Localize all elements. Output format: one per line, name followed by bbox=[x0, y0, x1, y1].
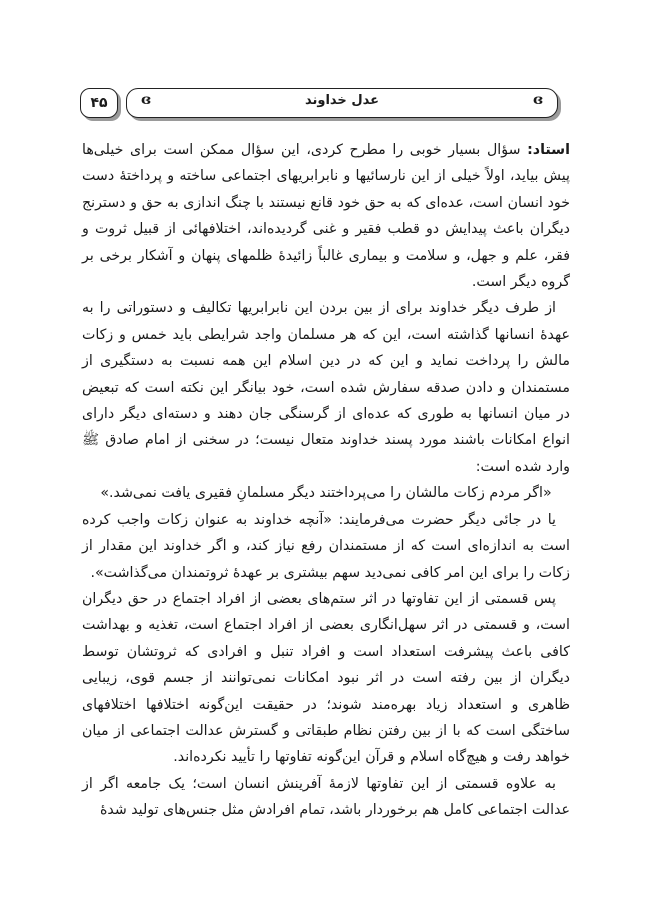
ornament-left-icon: ɞ bbox=[141, 92, 152, 108]
speaker-label: استاد: bbox=[527, 142, 570, 158]
running-title-box bbox=[126, 88, 558, 118]
paragraph-3: یا در جائی دیگر حضرت می‌فرمایند: «آنچه خداوند به عنوان زکات واجب کرده است به اندازه‌ای است که از مستمندان رفع نیاز کند، و اگر خداوند این مقدار از زکات را برای این امر کافی نمی‌دید سهم بیشتری بر عهدهٔ ثروتمندان می‌گذاشت». bbox=[82, 511, 570, 581]
paragraph-4: پس قسمتی از این تفاوتها در اثر ستم‌های بعضی از افراد اجتماع در حق دیگران است، و قسمتی در اثر سهل‌انگاری بعضی از افراد اجتماع است، تغذیه و بهداشت کافی باعث پیشرفت استعداد است و افراد تنبل و افرادی که ثروتشان توسط دیگران از بین رفته است در اثر نبود امکانات نمی‌توانند از جسم قوی، زیبایی ظاهری و استعداد زیاد بهره‌مند شوند؛ در حقیقت این‌گونه اختلافها اختلافهای ساختگی است که با از بین رفتن نظام طبقاتی و گسترش عدالت اجتماعی از میان خواهد رفت و هیچ‌گاه اسلام و قرآن این‌گونه تفاوتها را تأیید نکرده‌اند. bbox=[82, 590, 570, 766]
page-number: ۴۵ bbox=[90, 95, 108, 111]
page-number-badge bbox=[80, 88, 118, 118]
paragraph-5: به علاوه قسمتی از این تفاوتها لازمهٔ آفرینش انسان است؛ یک جامعه اگر از عدالت اجتماعی کامل هم برخوردار باشد، تمام افرادش مثل جنس‌های تولید شدهٔ bbox=[82, 775, 570, 819]
paragraph-2: از طرف دیگر خداوند برای از بین بردن این نابرابریها تکالیف و دستوراتی را به عهدهٔ انسانها گذاشته است، این که هر مسلمان واجد شرایطی باید خمس و زکات مالش را پرداخت نماید و این که در دین اسلام این همه نسبت به دستگیری از مستمندان و دادن صدقه سفارش شده است، خود بیانگر این نکته است که تبعیض در میان انسانها به طوری که عده‌ای از گرسنگی جان دهند و دسته‌ای دیگر دارای انواع امکانات باشند مورد پسند خداوند متعال نیست؛ در سخنی از امام صادق ﷺ وارد شده است: bbox=[82, 300, 570, 475]
ornament-right-icon: ɞ bbox=[532, 92, 543, 108]
quote-paragraph: «اگر مردم زکات مالشان را می‌پرداختند دیگر مسلمانِ فقیری یافت نمی‌شد.» bbox=[100, 485, 552, 502]
paragraph-1 bbox=[82, 137, 570, 295]
running-title: عدل خداوند bbox=[304, 93, 379, 108]
page-body bbox=[82, 137, 570, 824]
page-header bbox=[80, 88, 560, 120]
paragraph-text: سؤال بسیار خوبی را مطرح کردی، این سؤال ممکن است برای خیلی‌ها پیش بیاید، اولاً خیلی از این نارسائیها و نابرابریهای اجتماعی ساخته و پرداختهٔ دست خود انسان است، عده‌ای که به حق خود قانع نیستند با چنگ اندازی به حق و دسترنج دیگران باعث پیدایش دو قطب فقیر و غنی گردیده‌اند، اختلافهائی از قبیل ثروت و فقر، علم و جهل، و سلامت و بیماری غالباً زائیدهٔ ظلمهای پنهان و آشکار برخی بر گروه دیگر است. bbox=[82, 142, 570, 291]
